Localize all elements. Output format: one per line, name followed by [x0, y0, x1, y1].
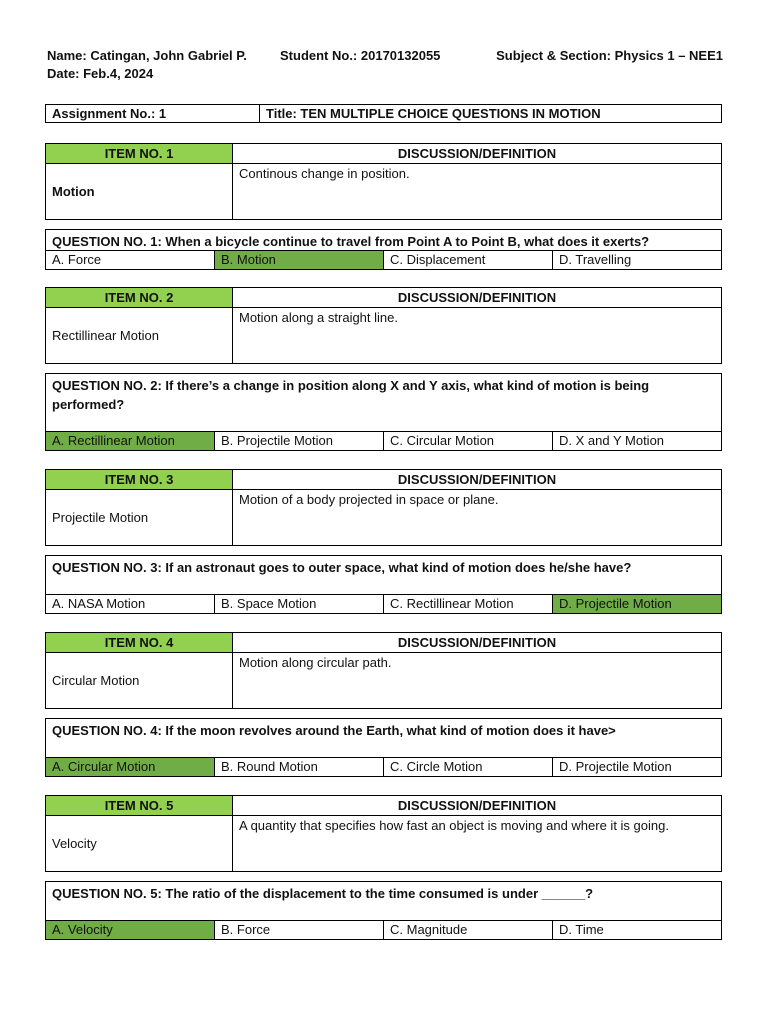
option-d-correct: D. Projectile Motion — [553, 595, 721, 613]
question-table — [45, 881, 722, 940]
student-header — [47, 48, 723, 84]
option-c: C. Displacement — [384, 251, 553, 269]
question-text: QUESTION NO. 3: If an astronaut goes to outer space, what kind of motion does he/she have? — [52, 560, 632, 575]
option-c: C. Rectillinear Motion — [384, 595, 553, 613]
question-table — [45, 718, 722, 777]
item-table — [45, 287, 722, 364]
item-table — [45, 632, 722, 709]
question-text: QUESTION NO. 1: When a bicycle continue to travel from Point A to Point B, what does it exerts? — [52, 234, 650, 249]
option-b-correct: B. Motion — [215, 251, 384, 269]
question-table — [45, 373, 722, 451]
option-d: D. Time — [559, 922, 604, 937]
item-definition: Continous change in position. — [239, 166, 410, 181]
item-number: ITEM NO. 4 — [46, 633, 233, 652]
option-a: A. NASA Motion — [46, 595, 215, 613]
question-table — [45, 229, 722, 270]
option-d: D. Projectile Motion — [559, 759, 672, 774]
option-c: C. Magnitude — [384, 921, 553, 939]
option-a: A. Force — [46, 251, 215, 269]
option-b: B. Space Motion — [215, 595, 384, 613]
item-number: ITEM NO. 2 — [46, 288, 233, 307]
student-name: Name: Catingan, John Gabriel P. — [47, 48, 247, 63]
question-table — [45, 555, 722, 614]
item-term: Motion — [46, 164, 233, 219]
option-d: D. X and Y Motion — [559, 433, 665, 448]
student-number: Student No.: 20170132055 — [280, 48, 441, 63]
subject-section: Subject & Section: Physics 1 – NEE1 — [496, 48, 723, 63]
option-c: C. Circular Motion — [384, 432, 553, 450]
discussion-header: DISCUSSION/DEFINITION — [397, 290, 557, 305]
option-a-correct: A. Rectillinear Motion — [46, 432, 215, 450]
item-number: ITEM NO. 5 — [46, 796, 233, 815]
option-b: B. Round Motion — [215, 758, 384, 776]
date: Date: Feb.4, 2024 — [47, 66, 154, 81]
question-text: QUESTION NO. 5: The ratio of the displacement to the time consumed is under ______? — [52, 886, 594, 901]
assignment-title: Title: TEN MULTIPLE CHOICE QUESTIONS IN MOTION — [266, 106, 601, 121]
item-definition: Motion along circular path. — [239, 655, 392, 670]
item-definition: Motion of a body projected in space or plane. — [239, 492, 499, 507]
item-definition: A quantity that specifies how fast an object is moving and where it is going. — [239, 818, 669, 833]
assignment-number: Assignment No.: 1 — [46, 105, 260, 122]
option-a-correct: A. Velocity — [46, 921, 215, 939]
item-number: ITEM NO. 1 — [46, 144, 233, 163]
item-table — [45, 469, 722, 546]
discussion-header: DISCUSSION/DEFINITION — [397, 798, 557, 813]
option-a-correct: A. Circular Motion — [46, 758, 215, 776]
discussion-header: DISCUSSION/DEFINITION — [397, 146, 557, 161]
option-b: B. Projectile Motion — [215, 432, 384, 450]
question-text: QUESTION NO. 2: If there’s a change in position along X and Y axis, what kind of motion is being performed? — [52, 378, 650, 412]
item-term: Circular Motion — [46, 653, 233, 708]
discussion-header: DISCUSSION/DEFINITION — [397, 472, 557, 487]
item-number: ITEM NO. 3 — [46, 470, 233, 489]
option-d: D. Travelling — [559, 252, 632, 267]
discussion-header: DISCUSSION/DEFINITION — [397, 635, 557, 650]
question-text: QUESTION NO. 4: If the moon revolves around the Earth, what kind of motion does it have> — [52, 723, 616, 738]
option-c: C. Circle Motion — [384, 758, 553, 776]
item-table — [45, 143, 722, 220]
assignment-row — [45, 104, 722, 123]
option-b: B. Force — [215, 921, 384, 939]
item-term: Velocity — [46, 816, 233, 871]
item-term: Rectillinear Motion — [46, 308, 233, 363]
item-table — [45, 795, 722, 872]
item-definition: Motion along a straight line. — [239, 310, 398, 325]
item-term: Projectile Motion — [46, 490, 233, 545]
